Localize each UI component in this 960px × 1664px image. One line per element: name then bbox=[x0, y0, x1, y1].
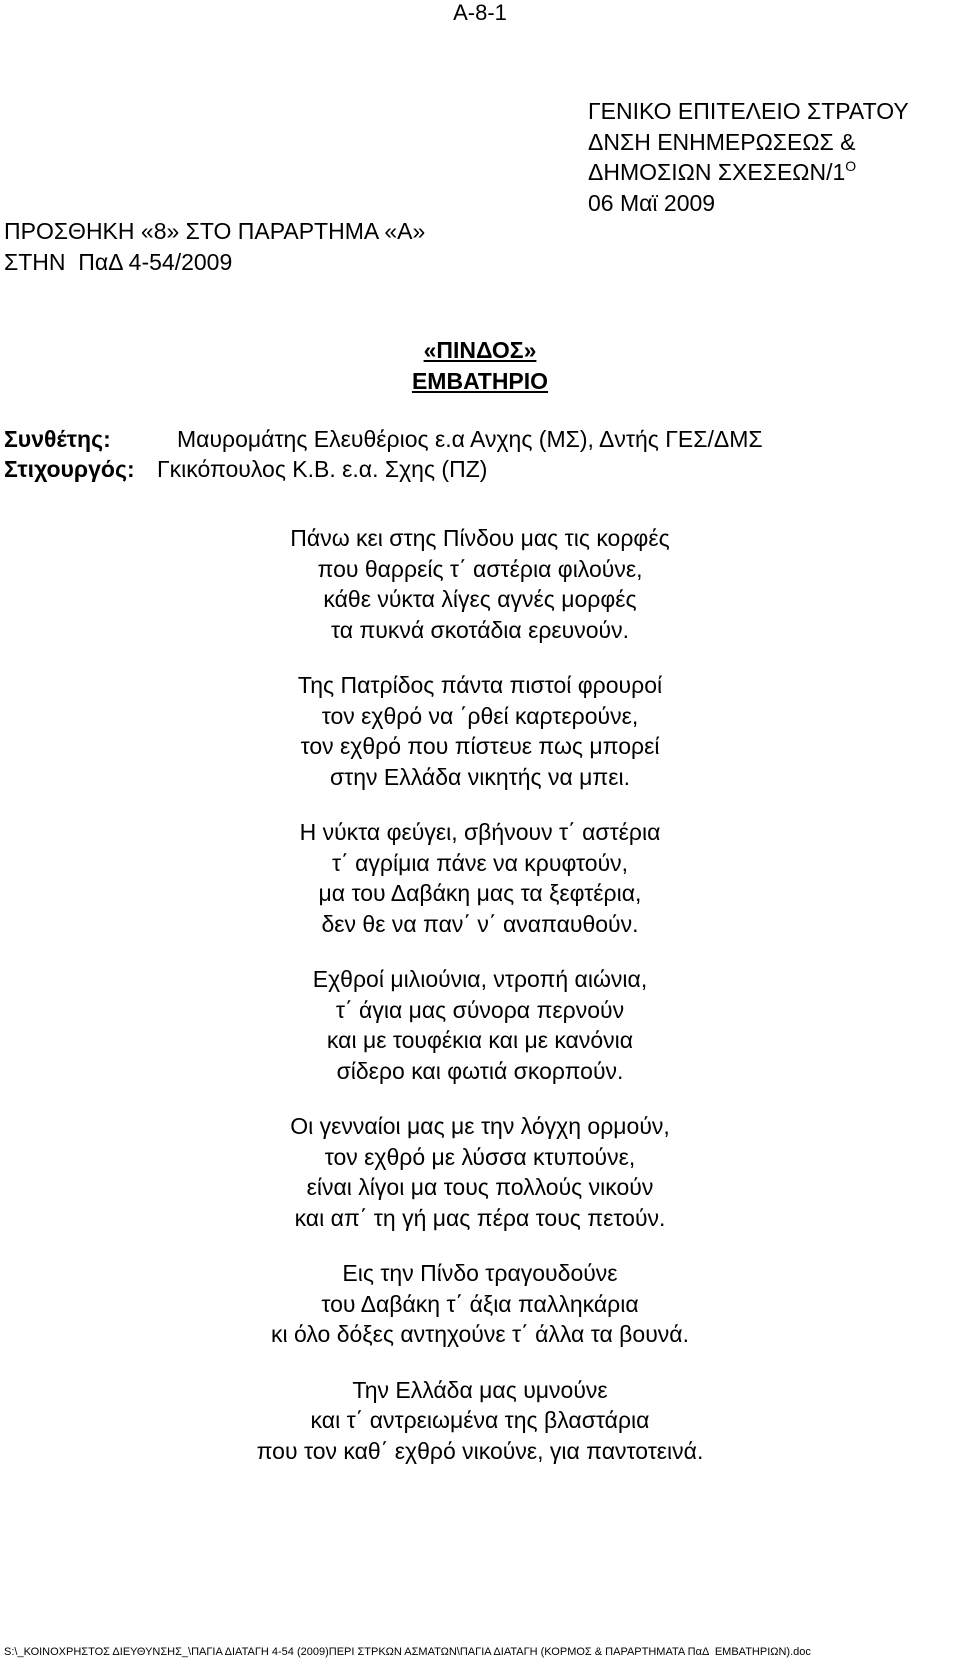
issuer-block bbox=[588, 96, 909, 218]
lyric-line: στην Ελλάδα νικητής να μπει. bbox=[329, 763, 631, 790]
lyric-line: τα πυκνά σκοτάδια ερευνούν. bbox=[330, 616, 630, 643]
lyric-line: που τον καθ΄ εχθρό νικούνε, για παντοτεινά. bbox=[256, 1437, 704, 1464]
stanza bbox=[0, 523, 960, 645]
lyric-line: μα του Δαβάκη μας τα ξεφτέρια, bbox=[318, 880, 642, 906]
lyric-line: και τ΄ αντρειωμένα της βλαστάρια bbox=[310, 1407, 650, 1433]
lyrics bbox=[0, 523, 960, 1491]
stanza bbox=[0, 1111, 960, 1233]
issuer-line-1: ΓΕΝΙΚΟ ΕΠΙΤΕΛΕΙΟ ΣΤΡΑΤΟΥ bbox=[588, 98, 909, 124]
lyric-line: Την Ελλάδα μας υμνούνε bbox=[352, 1376, 608, 1403]
lyric-line: τον εχθρό που πίστευε πως μπορεί bbox=[300, 733, 660, 759]
stanza bbox=[0, 964, 960, 1086]
stanza bbox=[0, 817, 960, 939]
lyric-line: Η νύκτα φεύγει, σβήνουν τ΄ αστέρια bbox=[299, 819, 661, 845]
stanza bbox=[0, 1258, 960, 1350]
lyric-line: δεν θε να παν΄ ν΄ αναπαυθούν. bbox=[321, 910, 639, 937]
song-title-line-1: «ΠΙΝΔΟΣ» bbox=[423, 337, 537, 363]
lyric-line: τ΄ αγρίμια πάνε να κρυφτούν, bbox=[331, 849, 629, 876]
lyric-line: Οι γενναίοι μας με την λόγχη ορμούν, bbox=[290, 1113, 670, 1139]
song-title bbox=[0, 335, 960, 396]
annex-reference bbox=[4, 216, 425, 277]
page-code: Α-8-1 bbox=[453, 0, 507, 25]
file-path-footer: S:\_ΚΟΙΝΟΧΡΗΣΤΟΣ ΔΙΕΥΘΥΝΣΗΣ_\ΠΑΓΙΑ ΔΙΑΤΑΓΗ 4-54 (2009)ΠΕΡΙ ΣΤΡΚΩΝ ΑΣΜΑΤΩΝ\ΠΑΓΙΑ ΔΙΑΤΑΓΗ (ΚΟΡΜΟΣ & ΠΑΡΑΡΤΗΜΑΤΑ ΠαΔ ΕΜΒΑΤΗΡΙΩΝ).doc bbox=[4, 1646, 811, 1658]
lyric-line: και με τουφέκια και με κανόνια bbox=[326, 1027, 634, 1053]
annex-reference-line-1: ΠΡΟΣΘΗΚΗ «8» ΣΤΟ ΠΑΡΑΡΤΗΜΑ «Α» bbox=[4, 218, 426, 244]
lyric-line: είναι λίγοι μα τους πολλούς νικούν bbox=[306, 1174, 654, 1200]
issuer-line-3-superscript: Ο bbox=[845, 158, 857, 174]
lyric-line: Πάνω κει στης Πίνδου μας τις κορφές bbox=[290, 525, 670, 551]
lyric-line: τ΄ άγια μας σύνορα περνούν bbox=[335, 996, 625, 1023]
song-title-line-2: ΕΜΒΑΤΗΡΙΟ bbox=[411, 367, 549, 394]
lyric-line: και απ΄ τη γή μας πέρα τους πετούν. bbox=[294, 1204, 666, 1231]
lyric-line: Εχθροί μιλιούνια, ντροπή αιώνια, bbox=[312, 966, 648, 992]
stanza bbox=[0, 670, 960, 792]
composer-value: Μαυρομάτης Ελευθέριος ε.α Ανχης (ΜΣ), Δντής ΓΕΣ/ΔΜΣ bbox=[177, 426, 763, 452]
lyric-line: που θαρρείς τ΄ αστέρια φιλούνε, bbox=[317, 555, 643, 582]
lyricist-label: Στιχουργός: bbox=[4, 456, 135, 482]
lyric-line: τον εχθρό με λύσσα κτυπούνε, bbox=[324, 1143, 636, 1170]
lyric-line: κάθε νύκτα λίγες αγνές μορφές bbox=[323, 586, 637, 612]
lyricist-value: Γκικόπουλος Κ.Β. ε.α. Σχης (ΠΖ) bbox=[157, 456, 488, 482]
issuer-line-2: ΔΝΣΗ ΕΝΗΜΕΡΩΣΕΩΣ & bbox=[588, 128, 856, 155]
issuer-line-3 bbox=[588, 157, 909, 188]
lyric-line: τον εχθρό να ΄ρθεί καρτερούνε, bbox=[321, 702, 639, 729]
issuer-line-3-text: ΔΗΜΟΣΙΩΝ ΣΧΕΣΕΩΝ/1 bbox=[588, 159, 846, 185]
lyric-line: Της Πατρίδος πάντα πιστοί φρουροί bbox=[297, 672, 663, 698]
annex-reference-line-2: ΣΤΗΝ ΠαΔ 4-54/2009 bbox=[4, 248, 233, 275]
lyric-line: Εις την Πίνδο τραγουδούνε bbox=[342, 1260, 618, 1286]
lyric-line: σίδερο και φωτιά σκορπούν. bbox=[336, 1057, 624, 1084]
lyric-line: του Δαβάκη τ΄ άξια παλληκάρια bbox=[321, 1290, 639, 1317]
composer-label: Συνθέτης: bbox=[4, 426, 111, 452]
lyric-line: κι όλο δόξες αντηχούνε τ΄ άλλα τα βουνά. bbox=[271, 1321, 689, 1347]
document-date: 06 Μαϊ 2009 bbox=[588, 189, 716, 216]
stanza bbox=[0, 1375, 960, 1467]
